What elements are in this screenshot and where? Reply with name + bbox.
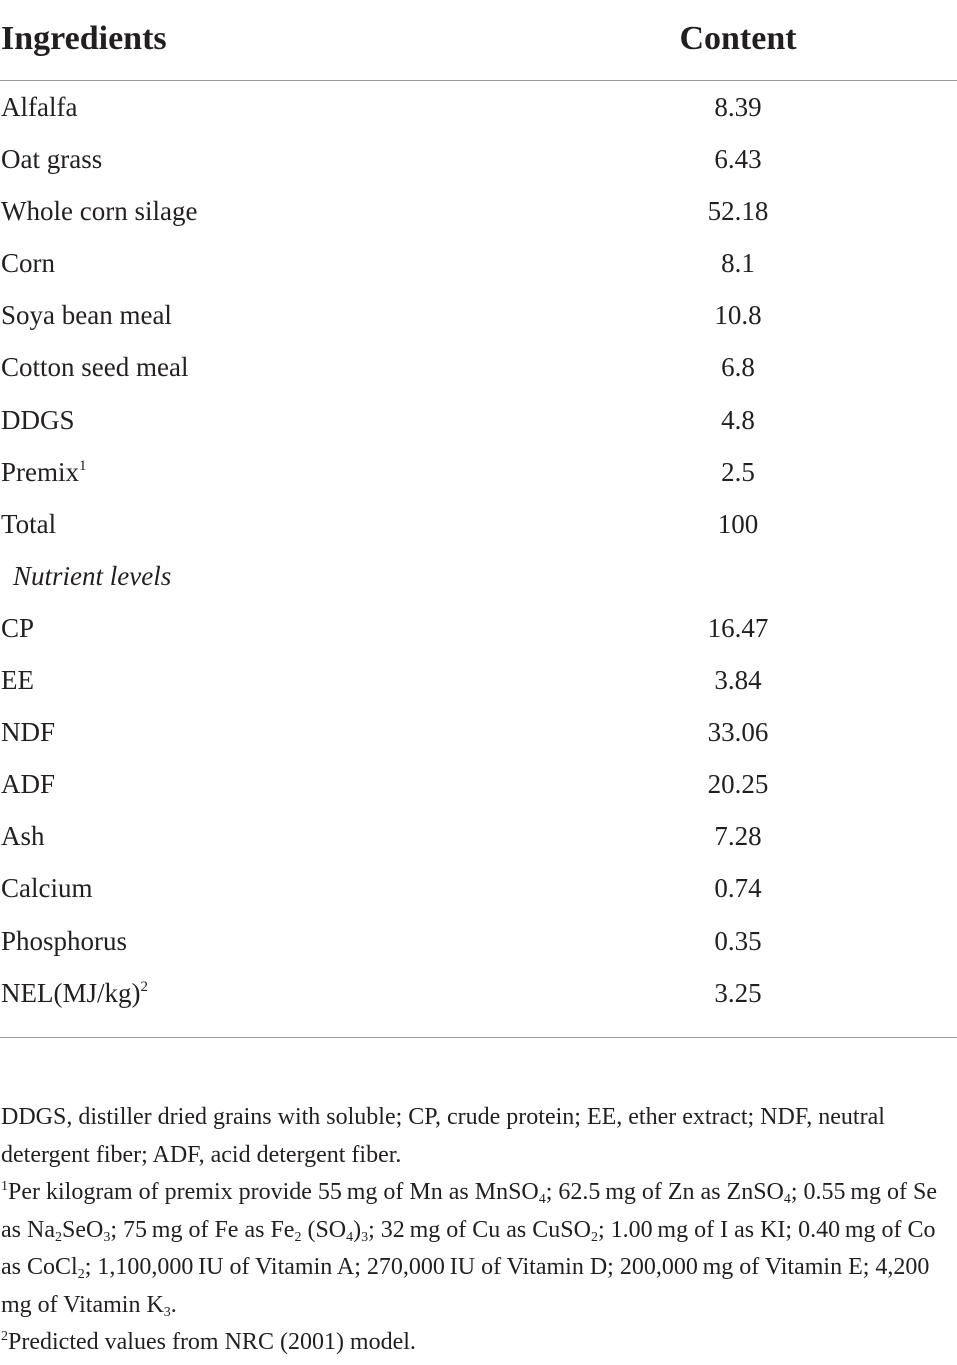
table-row [0,815,957,867]
abbreviations-note: DDGS, distiller dried grains with soluble; CP, crude protein; EE, ether extract; NDF, neutral detergent fiber; ADF, acid detergent fiber. [1,1104,885,1168]
footnote-1: $^1$Per kilogram of premix provide 55 mg of Mn as MnSO$_4$; 62.5 mg of Zn as ZnSO$_4$; 0.55 mg of Se as $Na_2SeO_3$; 75 mg of Fe as $Fe_2$ $(SO_4)_3$; 32 mg of Cu as CuSO$_2$; 1.00 mg of I as KI; 0.40 mg of Co as CoCl$_2$; 1,100,000 IU of Vitamin A; 270,000 IU of Vitamin D; 200,000 mg of Vitamin E; 4,200 mg of Vitamin $K_3$. [1,1179,938,1320]
table-row [0,763,957,815]
table-row [0,242,957,294]
row-label: Premix [1,456,79,487]
footnote-marker: 2 [140,978,148,995]
table-bottom-rule [0,1037,957,1038]
footnote-marker: 1 [79,457,87,474]
section-row-nutrient-levels [0,555,957,607]
header-ingredients: Ingredients [1,20,167,57]
table-row [0,451,957,503]
row-label: Whole corn silage [1,196,198,227]
table-row [0,659,957,711]
row-label: Oat grass [1,144,103,175]
row-label: DDGS [1,404,75,435]
row-value: 3.25 [714,977,762,1008]
row-value: 0.35 [714,925,762,956]
row-label: Ash [1,821,45,852]
footnote-2: $^2$Predicted values from NRC (2001) model. [1,1329,416,1355]
row-label: Soya bean meal [1,300,172,331]
table-row [0,190,957,242]
row-value: 2.5 [721,456,755,487]
row-label-with-footnote [1,978,148,1009]
row-value: 6.8 [721,352,755,383]
row-label: EE [1,665,34,696]
row-label: Calcium [1,873,93,904]
table-row [0,346,957,398]
table-row [0,867,957,919]
table-row [0,607,957,659]
table-row [0,399,957,451]
table-body [0,81,957,1024]
row-value: 8.1 [721,248,755,279]
row-value: 0.74 [714,873,762,904]
row-value: 7.28 [714,821,762,852]
table-row [0,294,957,346]
row-label: Alfalfa [1,92,78,122]
table-row [0,920,957,972]
row-label: Phosphorus [1,925,128,956]
row-label: ADF [1,769,56,800]
row-label: CP [1,612,35,643]
section-label: Nutrient levels [13,560,172,591]
footnote-1-marker: 1 [1,1179,8,1194]
row-value: 16.47 [707,612,769,643]
row-label-with-footnote [1,457,87,488]
table-row [0,972,957,1024]
row-label: Corn [1,248,55,279]
table-row [0,503,957,555]
table-footnotes [1,1099,941,1362]
table-row [0,711,957,763]
row-value: 20.25 [707,769,769,800]
row-value: 52.18 [707,196,769,227]
row-value: 4.8 [721,404,755,435]
row-value: 8.39 [714,92,762,122]
table-header [0,0,957,81]
row-value: 3.84 [714,665,762,696]
row-label: Cotton seed meal [1,352,189,383]
row-label: Total [1,508,57,539]
footnote-2-marker: 2 [1,1329,8,1344]
header-content: Content [679,20,797,57]
row-value: 6.43 [714,144,762,175]
row-label: NDF [1,717,56,748]
row-value: 100 [717,508,759,539]
table-row [0,138,957,190]
row-label: NEL(MJ/kg) [1,977,141,1008]
row-value: 10.8 [714,300,762,331]
table-row [0,86,957,138]
row-value: 33.06 [707,717,769,748]
